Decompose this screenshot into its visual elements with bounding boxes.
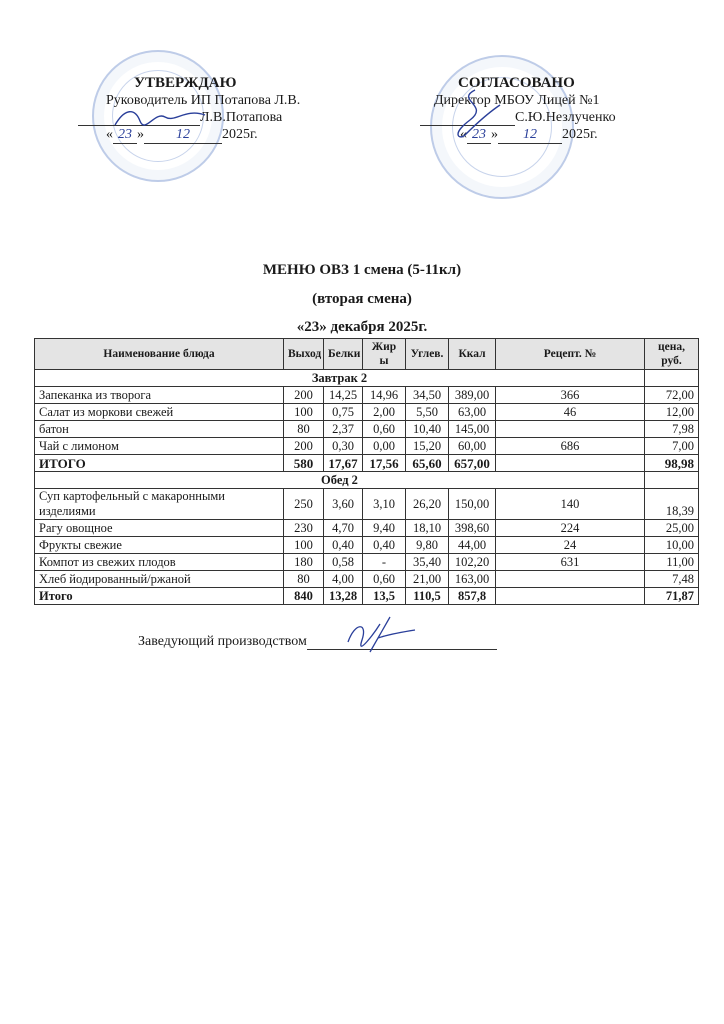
fat: 0,60 bbox=[363, 571, 406, 588]
total-protein: 13,28 bbox=[324, 588, 363, 605]
yield: 180 bbox=[284, 554, 324, 571]
total-price: 98,98 bbox=[645, 455, 699, 472]
kcal: 163,00 bbox=[449, 571, 496, 588]
yield: 80 bbox=[284, 571, 324, 588]
agreement-name: С.Ю.Незлученко bbox=[515, 110, 616, 125]
table-row bbox=[35, 489, 699, 520]
header-protein: Белки bbox=[324, 339, 363, 370]
approval-position: Руководитель ИП Потапова Л.В. bbox=[106, 93, 301, 108]
table-row bbox=[35, 404, 699, 421]
dish-name: Чай с лимоном bbox=[35, 438, 284, 455]
section-row-lunch bbox=[35, 472, 699, 489]
carbs: 35,40 bbox=[406, 554, 449, 571]
section-title: Обед 2 bbox=[35, 472, 645, 489]
protein: 0,30 bbox=[324, 438, 363, 455]
protein: 14,25 bbox=[324, 387, 363, 404]
total-recipe bbox=[496, 455, 645, 472]
approval-day: 23 bbox=[113, 126, 137, 144]
fat: 14,96 bbox=[363, 387, 406, 404]
footer-signature bbox=[340, 612, 420, 657]
protein: 0,40 bbox=[324, 537, 363, 554]
table-row bbox=[35, 421, 699, 438]
menu-date: «23» декабря 2025г. bbox=[296, 319, 428, 335]
approval-name: Л.В.Потапова bbox=[200, 110, 283, 125]
price: 18,39 bbox=[645, 489, 699, 520]
total-kcal: 857,8 bbox=[449, 588, 496, 605]
total-fat: 13,5 bbox=[363, 588, 406, 605]
dish-name: Запеканка из творога bbox=[35, 387, 284, 404]
kcal: 63,00 bbox=[449, 404, 496, 421]
total-label: ИТОГО bbox=[35, 455, 284, 472]
dish-name: Рагу овощное bbox=[35, 520, 284, 537]
yield: 80 bbox=[284, 421, 324, 438]
fat: 0,40 bbox=[363, 537, 406, 554]
agreement-title: СОГЛАСОВАНО bbox=[458, 75, 575, 91]
header-dish-name: Наименование блюда bbox=[35, 339, 284, 370]
header-yield: Выход bbox=[284, 339, 324, 370]
section-row-breakfast bbox=[35, 370, 699, 387]
approval-signature bbox=[110, 103, 210, 133]
yield: 230 bbox=[284, 520, 324, 537]
yield: 250 bbox=[284, 489, 324, 520]
total-carbs: 110,5 bbox=[406, 588, 449, 605]
header-price: цена, руб. bbox=[645, 339, 699, 370]
carbs: 21,00 bbox=[406, 571, 449, 588]
total-price: 71,87 bbox=[645, 588, 699, 605]
recipe-no: 631 bbox=[496, 554, 645, 571]
carbs: 18,10 bbox=[406, 520, 449, 537]
agreement-year: 2025г. bbox=[562, 127, 598, 142]
total-recipe bbox=[496, 588, 645, 605]
fat: 0,00 bbox=[363, 438, 406, 455]
carbs: 10,40 bbox=[406, 421, 449, 438]
menu-title: МЕНЮ ОВЗ 1 смена (5-11кл) bbox=[262, 262, 462, 278]
total-yield: 840 bbox=[284, 588, 324, 605]
kcal: 44,00 bbox=[449, 537, 496, 554]
recipe-no: 686 bbox=[496, 438, 645, 455]
menu-subtitle: (вторая смена) bbox=[312, 291, 412, 307]
header-fat: Жир ы bbox=[363, 339, 406, 370]
dish-name: батон bbox=[35, 421, 284, 438]
kcal: 150,00 bbox=[449, 489, 496, 520]
recipe-no: 140 bbox=[496, 489, 645, 520]
table-row bbox=[35, 537, 699, 554]
header-kcal: Ккал bbox=[449, 339, 496, 370]
protein: 4,70 bbox=[324, 520, 363, 537]
dish-name: Компот из свежих плодов bbox=[35, 554, 284, 571]
carbs: 26,20 bbox=[406, 489, 449, 520]
price: 72,00 bbox=[645, 387, 699, 404]
recipe-no: 224 bbox=[496, 520, 645, 537]
kcal: 145,00 bbox=[449, 421, 496, 438]
agreement-month: 12 bbox=[498, 126, 562, 144]
approval-title: УТВЕРЖДАЮ bbox=[134, 75, 237, 91]
recipe-no: 24 bbox=[496, 537, 645, 554]
fat: 0,60 bbox=[363, 421, 406, 438]
carbs: 34,50 bbox=[406, 387, 449, 404]
dish-name: Фрукты свежие bbox=[35, 537, 284, 554]
protein: 2,37 bbox=[324, 421, 363, 438]
price: 25,00 bbox=[645, 520, 699, 537]
dish-name: Суп картофельный с макаронными изделиями bbox=[35, 489, 284, 520]
total-kcal: 657,00 bbox=[449, 455, 496, 472]
approval-year: 2025г. bbox=[222, 127, 258, 142]
fat: 9,40 bbox=[363, 520, 406, 537]
approval-date-line: « 23 » 12 2025г. bbox=[106, 127, 258, 142]
yield: 200 bbox=[284, 387, 324, 404]
kcal: 102,20 bbox=[449, 554, 496, 571]
price: 7,98 bbox=[645, 421, 699, 438]
total-yield: 580 bbox=[284, 455, 324, 472]
menu-table bbox=[34, 338, 699, 605]
protein: 4,00 bbox=[324, 571, 363, 588]
recipe-no: 366 bbox=[496, 387, 645, 404]
fat: 3,10 bbox=[363, 489, 406, 520]
table-row bbox=[35, 520, 699, 537]
footer-signature-line bbox=[138, 634, 497, 650]
total-carbs: 65,60 bbox=[406, 455, 449, 472]
kcal: 398,60 bbox=[449, 520, 496, 537]
fat: 2,00 bbox=[363, 404, 406, 421]
dish-name: Хлеб йодированный/ржаной bbox=[35, 571, 284, 588]
dish-name: Салат из моркови свежей bbox=[35, 404, 284, 421]
table-row bbox=[35, 438, 699, 455]
yield: 200 bbox=[284, 438, 324, 455]
agreement-date-line: « 23 » 12 2025г. bbox=[460, 127, 598, 142]
protein: 0,75 bbox=[324, 404, 363, 421]
agreement-day: 23 bbox=[467, 126, 491, 144]
recipe-no bbox=[496, 571, 645, 588]
footer-label: Заведующий производством bbox=[138, 634, 307, 649]
table-row bbox=[35, 387, 699, 404]
section-title: Завтрак 2 bbox=[35, 370, 645, 387]
protein: 3,60 bbox=[324, 489, 363, 520]
header-carbs: Углев. bbox=[406, 339, 449, 370]
recipe-no bbox=[496, 421, 645, 438]
yield: 100 bbox=[284, 404, 324, 421]
agreement-signature bbox=[445, 85, 505, 145]
price: 12,00 bbox=[645, 404, 699, 421]
kcal: 389,00 bbox=[449, 387, 496, 404]
carbs: 9,80 bbox=[406, 537, 449, 554]
price: 7,00 bbox=[645, 438, 699, 455]
kcal: 60,00 bbox=[449, 438, 496, 455]
table-row bbox=[35, 571, 699, 588]
yield: 100 bbox=[284, 537, 324, 554]
price: 10,00 bbox=[645, 537, 699, 554]
recipe-no: 46 bbox=[496, 404, 645, 421]
total-fat: 17,56 bbox=[363, 455, 406, 472]
carbs: 15,20 bbox=[406, 438, 449, 455]
price: 11,00 bbox=[645, 554, 699, 571]
total-label: Итого bbox=[35, 588, 284, 605]
header-recipe: Рецепт. № bbox=[496, 339, 645, 370]
table-header-row bbox=[35, 339, 699, 370]
approval-month: 12 bbox=[144, 126, 222, 144]
protein: 0,58 bbox=[324, 554, 363, 571]
agreement-position: Директор МБОУ Лицей №1 bbox=[434, 93, 600, 108]
carbs: 5,50 bbox=[406, 404, 449, 421]
price: 7,48 bbox=[645, 571, 699, 588]
total-protein: 17,67 bbox=[324, 455, 363, 472]
fat: - bbox=[363, 554, 406, 571]
table-row bbox=[35, 554, 699, 571]
total-row bbox=[35, 588, 699, 605]
total-row bbox=[35, 455, 699, 472]
